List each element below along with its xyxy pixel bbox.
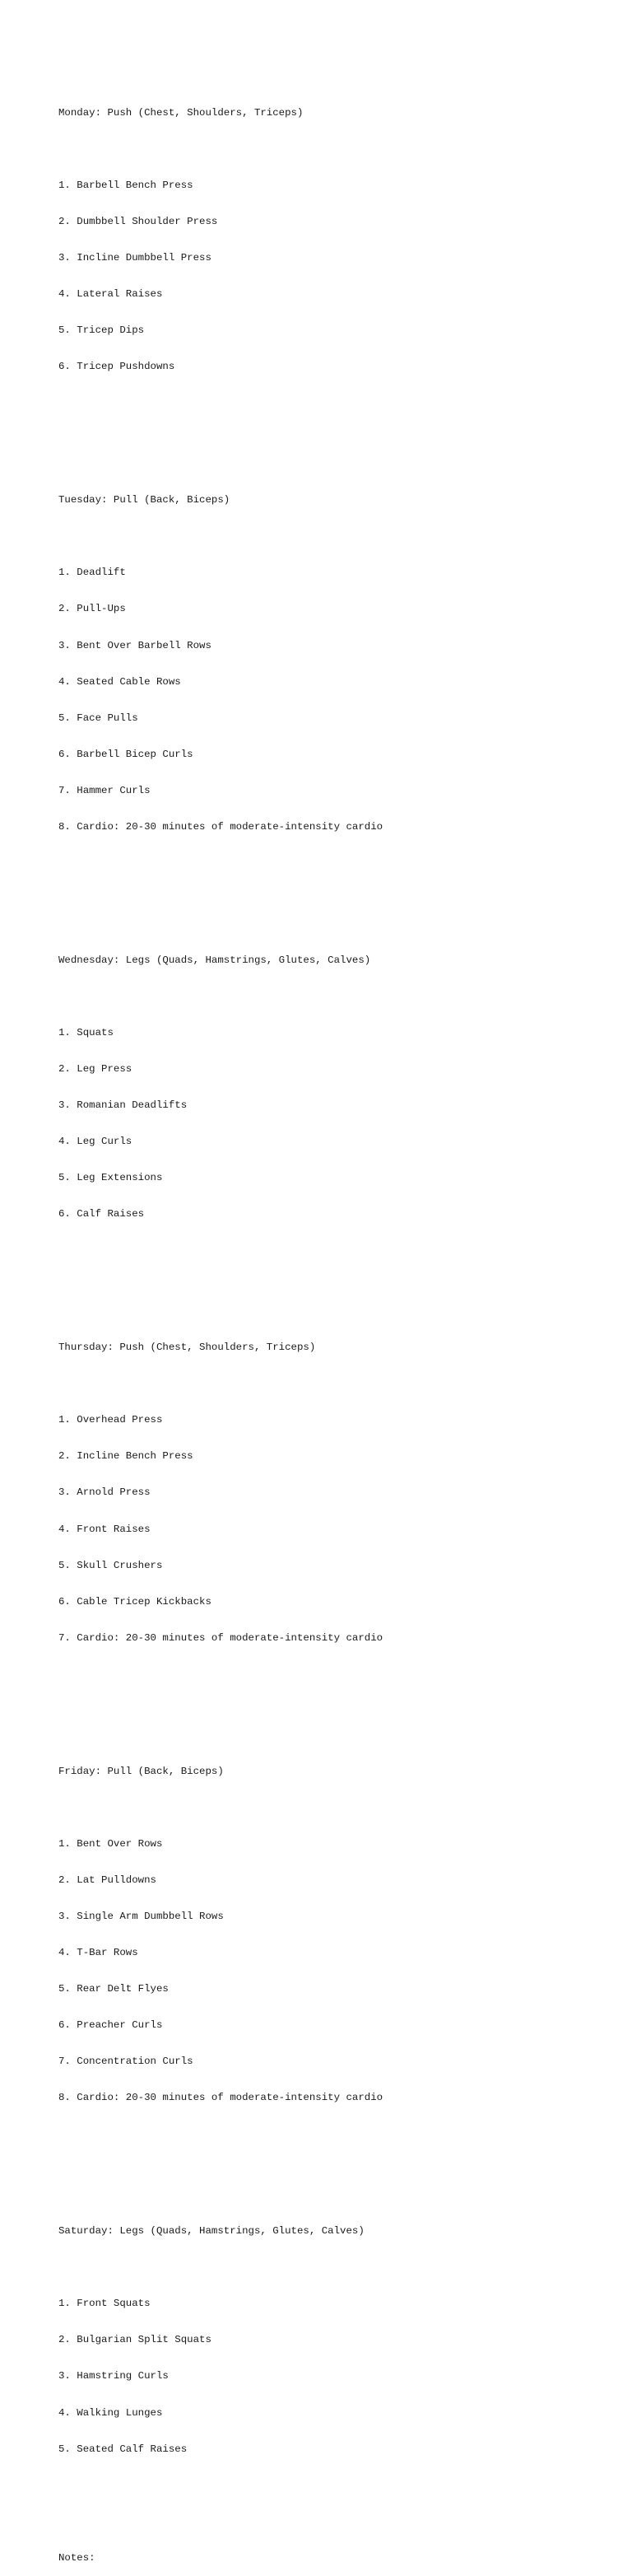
day-section-friday — [58, 1741, 602, 2153]
day-heading: Saturday: Legs (Quads, Hamstrings, Glutes, Calves) — [58, 2225, 365, 2238]
exercise-item: 1. Deadlift — [58, 567, 126, 579]
exercise-item: 5. Face Pulls — [58, 712, 138, 724]
exercise-item: 6. Tricep Pushdowns — [58, 361, 175, 373]
exercise-item: 1. Squats — [58, 1026, 114, 1038]
day-heading: Monday: Push (Chest, Shoulders, Triceps) — [58, 106, 304, 119]
exercise-item: 1. Barbell Bench Press — [58, 180, 193, 191]
exercise-item: 2. Leg Press — [58, 1063, 132, 1075]
exercise-item: 3. Single Arm Dumbbell Rows — [58, 1910, 224, 1922]
workout-plan-document — [58, 58, 602, 2576]
exercise-item: 1. Bent Over Rows — [58, 1837, 163, 1850]
day-section-thursday — [58, 1318, 602, 1693]
exercise-item: 3. Romanian Deadlifts — [58, 1099, 188, 1112]
exercise-item: 4. Leg Curls — [58, 1136, 132, 1148]
exercise-item: 5. Seated Calf Raises — [58, 2443, 188, 2455]
day-section-saturday — [58, 2201, 602, 2504]
exercise-item: 6. Calf Raises — [58, 1208, 145, 1220]
day-heading: Thursday: Push (Chest, Shoulders, Triceps) — [58, 1342, 316, 1354]
exercise-item: 2. Bulgarian Split Squats — [58, 2334, 211, 2346]
day-section-tuesday — [58, 470, 602, 882]
exercise-item: 7. Cardio: 20-30 minutes of moderate-intensity cardio — [58, 1631, 383, 1644]
exercise-item: 5. Rear Delt Flyes — [58, 1983, 169, 1995]
exercise-item: 6. Barbell Bicep Curls — [58, 748, 193, 760]
exercise-item: 7. Concentration Curls — [58, 2056, 193, 2068]
exercise-list — [58, 156, 602, 398]
exercise-item: 7. Hammer Curls — [58, 784, 151, 796]
exercise-item: 1. Front Squats — [58, 2298, 151, 2310]
exercise-item: 3. Hamstring Curls — [58, 2370, 169, 2382]
exercise-item: 8. Cardio: 20-30 minutes of moderate-intensity cardio — [58, 821, 383, 833]
day-section-monday — [58, 82, 602, 422]
day-section-wednesday — [58, 930, 602, 1269]
exercise-item: 5. Tricep Dips — [58, 324, 145, 337]
exercise-item: 3. Arnold Press — [58, 1486, 151, 1499]
exercise-item: 5. Skull Crushers — [58, 1559, 163, 1571]
exercise-list — [58, 1813, 602, 2128]
exercise-item: 3. Bent Over Barbell Rows — [58, 639, 211, 651]
exercise-list — [58, 1003, 602, 1245]
day-heading: Friday: Pull (Back, Biceps) — [58, 1765, 224, 1777]
exercise-item: 8. Cardio: 20-30 minutes of moderate-intensity cardio — [58, 2092, 383, 2104]
exercise-item: 4. Front Raises — [58, 1523, 151, 1535]
exercise-item: 2. Dumbbell Shoulder Press — [58, 216, 218, 228]
day-heading: Wednesday: Legs (Quads, Hamstrings, Glutes, Calves) — [58, 954, 371, 966]
exercise-item: 5. Leg Extensions — [58, 1172, 163, 1184]
exercise-item: 4. Seated Cable Rows — [58, 675, 181, 688]
exercise-item: 4. T-Bar Rows — [58, 1947, 138, 1958]
exercise-list — [58, 1390, 602, 1668]
exercise-item: 4. Walking Lunges — [58, 2406, 163, 2419]
exercise-item: 2. Incline Bench Press — [58, 1450, 193, 1463]
exercise-item: 2. Pull-Ups — [58, 603, 126, 615]
exercise-item: 6. Cable Tricep Kickbacks — [58, 1595, 211, 1608]
exercise-list — [58, 2274, 602, 2480]
exercise-item: 2. Lat Pulldowns — [58, 1874, 156, 1886]
notes-label: Notes: — [58, 2551, 95, 2564]
day-heading: Tuesday: Pull (Back, Biceps) — [58, 494, 230, 506]
exercise-item: 1. Overhead Press — [58, 1414, 163, 1426]
exercise-item: 3. Incline Dumbbell Press — [58, 252, 211, 264]
exercise-item: 6. Preacher Curls — [58, 2019, 163, 2032]
exercise-item: 4. Lateral Raises — [58, 288, 163, 301]
exercise-list — [58, 543, 602, 857]
